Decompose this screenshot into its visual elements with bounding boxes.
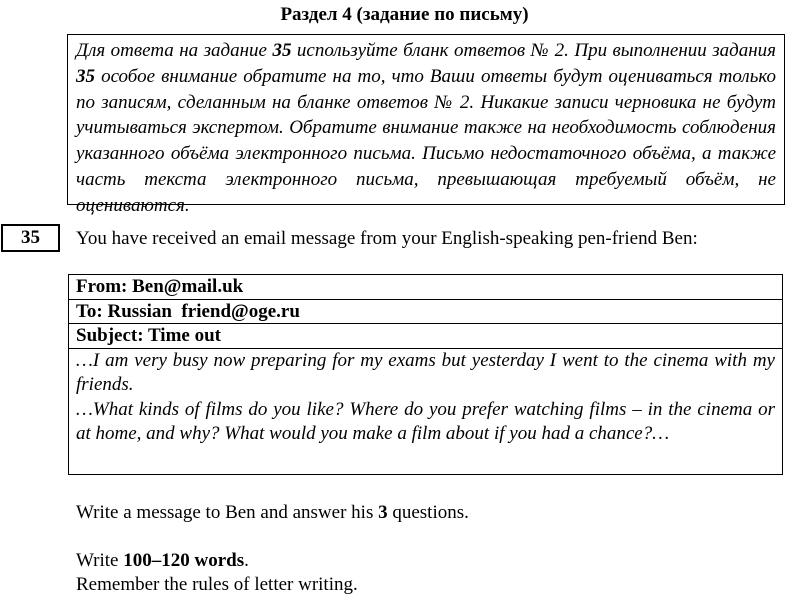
instruction-task-number-1: 35 bbox=[272, 40, 292, 61]
word-count-range: 100–120 words bbox=[123, 550, 245, 571]
word-count-instruction bbox=[76, 549, 249, 573]
write-message-instruction bbox=[76, 501, 469, 525]
email-subject: Subject: Time out bbox=[69, 324, 782, 349]
question-count: 3 bbox=[378, 502, 388, 523]
write-message-end: questions. bbox=[387, 502, 469, 523]
email-paragraph-1: …I am very busy now preparing for my exams but yesterday I went to the cinema with my friends. bbox=[76, 349, 775, 395]
instruction-task-number-2: 35 bbox=[76, 65, 95, 87]
word-count-end: . bbox=[244, 550, 249, 571]
remember-rules-instruction: Remember the rules of letter writing. bbox=[76, 574, 358, 595]
email-box bbox=[68, 274, 783, 475]
task-intro: You have received an email message from your English-speaking pen-friend Ben: bbox=[76, 228, 698, 249]
email-paragraph-2: …What kinds of films do you like? Where do you prefer watching films – in the cinema or at home, and why? What would you make a film about if you had a chance?… bbox=[76, 398, 775, 444]
instruction-text-1: Для ответа на задание bbox=[76, 40, 273, 61]
email-body bbox=[69, 349, 782, 447]
word-count-text: Write bbox=[76, 550, 124, 571]
write-message-text: Write a message to Ben and answer his bbox=[76, 502, 379, 523]
task-number-box: 35 bbox=[1, 224, 60, 252]
email-from: From: Ben@mail.uk bbox=[69, 275, 782, 300]
instruction-text-3: особое внимание обратите на то, что Ваши ответы будут оцениваться только по записям, сделанным на бланке ответов № 2. Никакие записи черновика не будут учитываться экспертом. Обратите внимание также на необходимость соблюдения указанного объёма электронного письма. Письмо недостаточного объёма, а также часть текста электронного письма, превышающая требуемый объём, не оцениваются. bbox=[76, 65, 776, 216]
instruction-box bbox=[67, 34, 785, 216]
instruction-text-2: используйте бланк ответов № 2. При выполнении задания bbox=[291, 40, 776, 61]
section-title: Раздел 4 (задание по письму) bbox=[280, 4, 529, 25]
email-to: To: Russian friend@oge.ru bbox=[69, 300, 782, 325]
